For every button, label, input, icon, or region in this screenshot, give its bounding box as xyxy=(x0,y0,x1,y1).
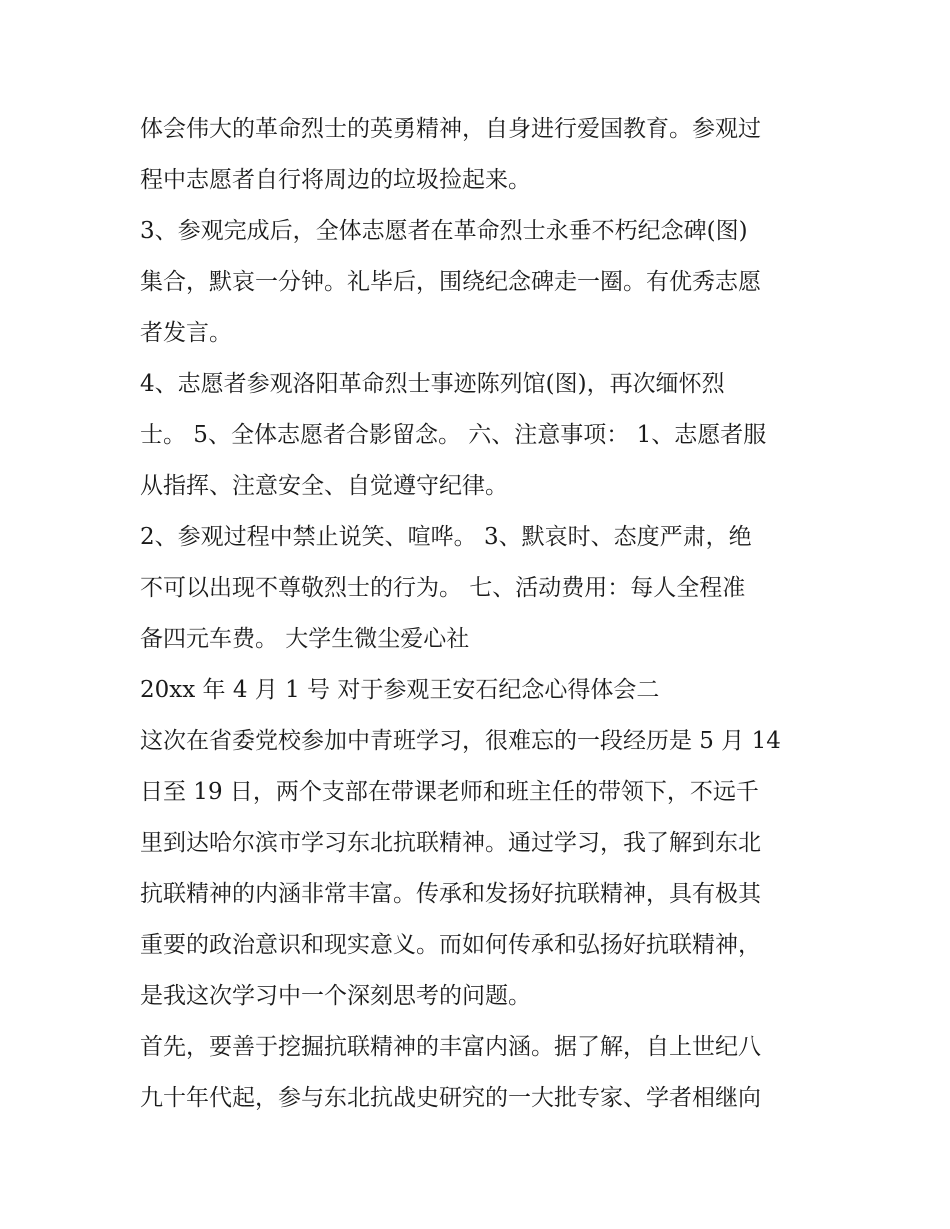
text-line: 4、志愿者参观洛阳革命烈士事迹陈列馆(图)，再次缅怀烈 xyxy=(140,371,725,397)
text-line: 2、参观过程中禁止说笑、喧哗。 3、默哀时、态度严肃，绝 xyxy=(140,524,752,550)
text-line: 体会伟大的革命烈士的英勇精神，自身进行爱国教育。参观过 xyxy=(140,116,761,142)
text-line: 这次在省委党校参加中青班学习，很难忘的一段经历是 5 月 14 xyxy=(140,728,781,754)
text-line: 重要的政治意识和现实意义。而如何传承和弘扬好抗联精神， xyxy=(140,932,761,958)
text-line: 程中志愿者自行将周边的垃圾捡起来。 xyxy=(140,167,531,193)
text-line: 日至 19 日，两个支部在带课老师和班主任的带领下，不远千 xyxy=(140,779,759,805)
text-line: 备四元车费。 大学生微尘爱心社 xyxy=(140,626,470,652)
text-line: 不可以出现不尊敬烈士的行为。 七、活动费用：每人全程准 xyxy=(140,575,746,601)
text-line: 者发言。 xyxy=(140,320,232,346)
text-line: 里到达哈尔滨市学习东北抗联精神。通过学习，我了解到东北 xyxy=(140,830,761,856)
text-line: 首先，要善于挖掘抗联精神的丰富内涵。据了解，自上世纪八 xyxy=(140,1034,761,1060)
text-line: 抗联精神的内涵非常丰富。传承和发扬好抗联精神，具有极其 xyxy=(140,881,761,907)
text-line: 是我这次学习中一个深刻思考的问题。 xyxy=(140,983,531,1009)
text-line: 集合，默哀一分钟。礼毕后，围绕纪念碑走一圈。有优秀志愿 xyxy=(140,269,761,295)
document-body xyxy=(140,104,820,1124)
text-line: 3、参观完成后，全体志愿者在革命烈士永垂不朽纪念碑(图) xyxy=(140,218,748,244)
text-line: 从指挥、注意安全、自觉遵守纪律。 xyxy=(140,473,508,499)
text-line: 士。 5、全体志愿者合影留念。 六、注意事项： 1、志愿者服 xyxy=(140,422,767,448)
text-line: 九十年代起，参与东北抗战史研究的一大批专家、学者相继向 xyxy=(140,1085,761,1111)
section-heading: 20xx 年 4 月 1 号 对于参观王安石纪念心得体会二 xyxy=(140,677,660,703)
